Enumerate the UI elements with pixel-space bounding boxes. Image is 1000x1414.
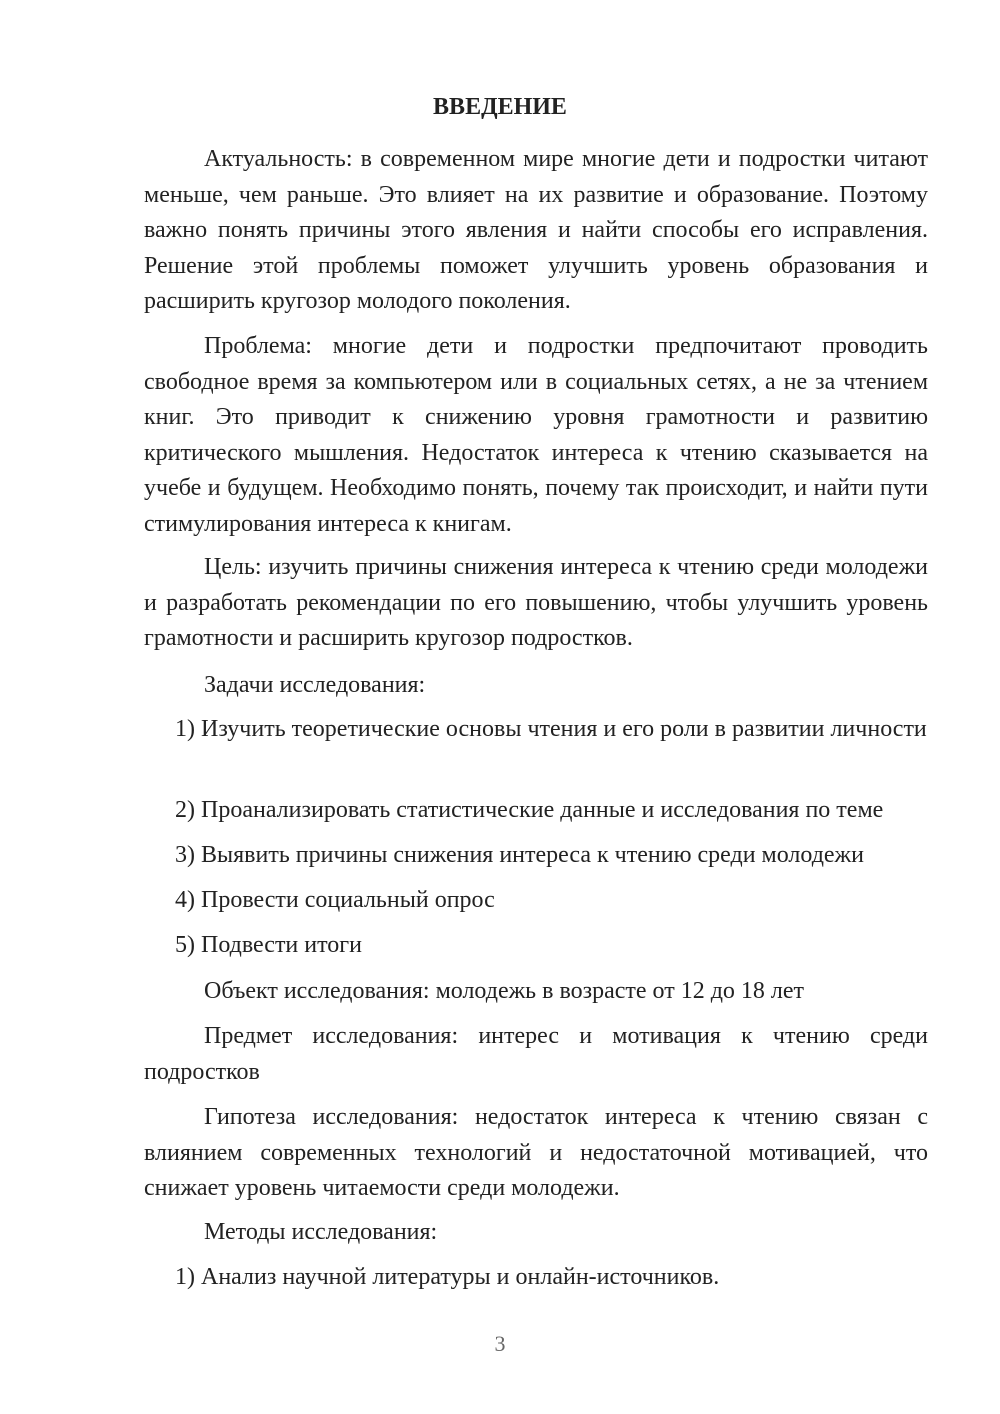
page-number: 3 [494, 1331, 506, 1356]
subject-paragraph: Предмет исследования: интерес и мотивация к чтению среди подростков [144, 1023, 928, 1085]
task-item-5: 5) Подвести итоги [175, 932, 362, 958]
tasks-title: Задачи исследования: [204, 672, 426, 698]
section-heading: ВВЕДЕНИЕ [433, 94, 567, 120]
goal-paragraph: Цель: изучить причины снижения интереса к чтению среди молодежи и разработать рекомендации по его повышению, чтобы улучшить уровень грамотности и расширить кругозор подростков. [144, 554, 928, 652]
problem-paragraph: Проблема: многие дети и подростки предпочитают проводить свободное время за компьютером или в социальных сетях, а не за чтением книг. Это приводит к снижению уровня грамотности и развитию критического мышления. Недостаток интереса к чтению сказывается на учебе и будущем. Необходимо понять, почему так происходит, и найти пути стимулирования интереса к книгам. [144, 333, 928, 537]
methods-title: Методы исследования: [204, 1219, 438, 1245]
task-item-3: 3) Выявить причины снижения интереса к чтению среди молодежи [175, 842, 864, 868]
task-item-4: 4) Провести социальный опрос [175, 887, 495, 913]
hypothesis-paragraph: Гипотеза исследования: недостаток интереса к чтению связан с влиянием современных технологий и недостаточной мотивацией, что снижает уровень читаемости среди молодежи. [144, 1104, 928, 1202]
method-item-1: 1) Анализ научной литературы и онлайн-источников. [175, 1264, 720, 1290]
task-item-1: 1) Изучить теоретические основы чтения и его роли в развитии личности [175, 716, 927, 742]
task-item-2: 2) Проанализировать статистические данные и исследования по теме [175, 797, 884, 823]
object-paragraph: Объект исследования: молодежь в возрасте от 12 до 18 лет [204, 978, 805, 1004]
relevance-paragraph: Актуальность: в современном мире многие дети и подростки читают меньше, чем раньше. Это влияет на их развитие и образование. Поэтому важно понять причины этого явления и найти способы его исправления. Решение этой проблемы поможет улучшить уровень образования и расширить кругозор молодого поколения. [144, 146, 928, 315]
